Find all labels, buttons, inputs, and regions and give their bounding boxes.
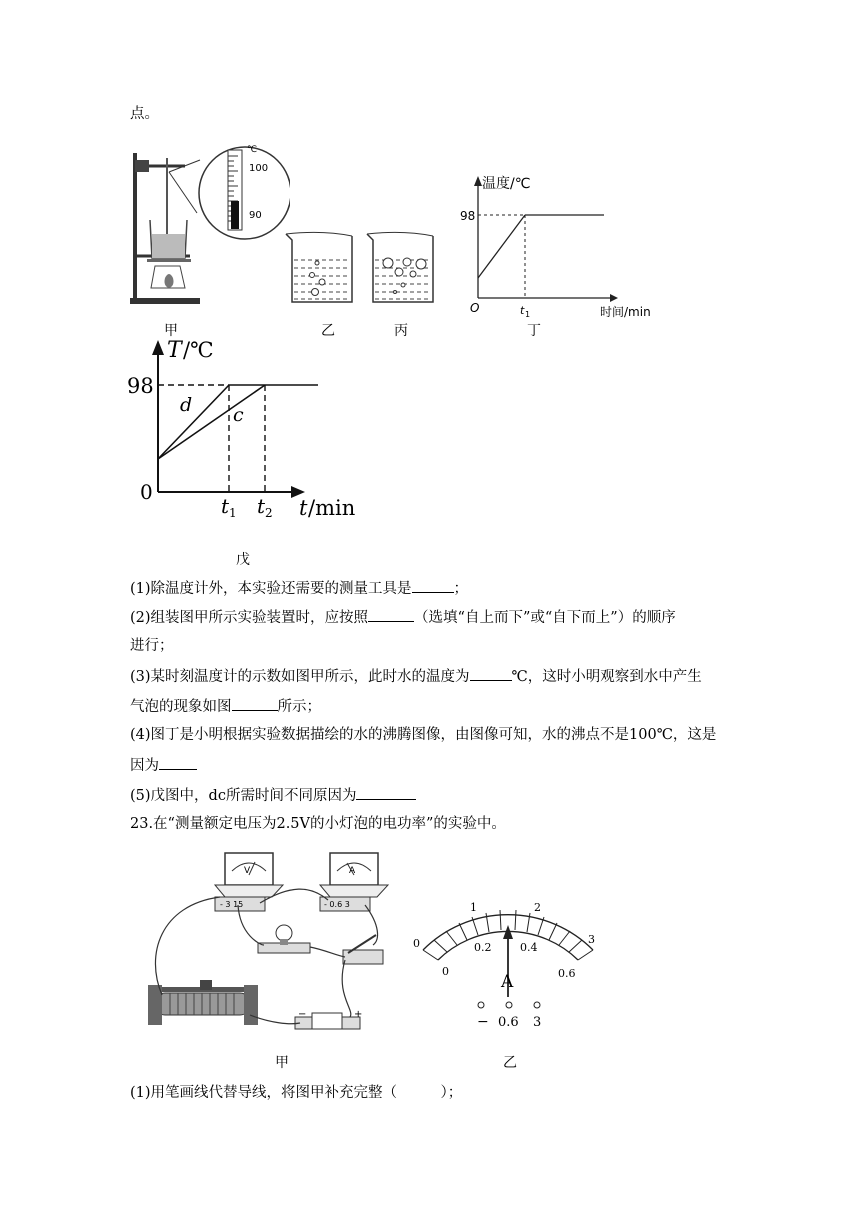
svg-text:−: −: [477, 1014, 489, 1030]
caption-yi-2: 乙: [503, 1055, 517, 1071]
answer-blank-2[interactable]: [368, 607, 414, 622]
caption-ding: 丁: [527, 323, 541, 339]
svg-text:t: t: [520, 304, 525, 317]
answer-blank-1[interactable]: [412, 578, 454, 593]
caption-bing: 丙: [394, 323, 408, 339]
svg-text:- 0.6 3: - 0.6 3: [324, 900, 350, 909]
svg-text:t: t: [221, 494, 230, 518]
svg-text:℃: ℃: [247, 145, 258, 155]
top-fragment: 点。: [130, 106, 159, 122]
svg-text:+: +: [354, 1009, 363, 1020]
caption-jia-2: 甲: [275, 1055, 289, 1071]
svg-text:V: V: [244, 866, 251, 876]
svg-text:1: 1: [525, 310, 531, 319]
svg-text:3: 3: [588, 933, 595, 946]
svg-text:c: c: [233, 404, 244, 426]
figure-bing-beaker: [363, 230, 443, 310]
q22-item-3-cont: 气泡的现象如图 所示；: [130, 696, 321, 717]
caption-yi-1: 乙: [321, 323, 335, 339]
svg-text:t: t: [299, 496, 308, 520]
q22-item-2-cont: 进行；: [130, 638, 174, 654]
answer-blank-5[interactable]: [159, 755, 197, 770]
q22-item-3: (3)某时刻温度计的示数如图甲所示，此时水的温度为 ℃，这时小明观察到水中产生: [130, 666, 702, 687]
q22-item-1: (1)除温度计外，本实验还需要的测量工具是 ；: [130, 578, 468, 599]
ding-ylabel: 温度/℃: [482, 176, 531, 192]
svg-text:90: 90: [249, 210, 262, 221]
caption-wu: 戊: [236, 552, 250, 568]
svg-text:0: 0: [140, 480, 153, 504]
svg-text:/℃: /℃: [183, 338, 214, 362]
svg-text:A: A: [501, 972, 514, 992]
figure-yi-beaker: [282, 230, 362, 310]
figure-circuit-jia: [140, 845, 400, 1045]
answer-blank-3[interactable]: [470, 666, 512, 681]
q22-item-4: (4)图丁是小明根据实验数据描绘的水的沸腾图像，由图像可知，水的沸点不是100℃，这是: [130, 727, 717, 743]
svg-text:1: 1: [229, 506, 237, 520]
svg-text:100: 100: [249, 163, 269, 174]
q22-item-4-cont: 因为: [130, 755, 197, 776]
svg-text:0.4: 0.4: [520, 941, 538, 954]
figure-wu-graph: [125, 335, 370, 520]
svg-text:0.6: 0.6: [558, 967, 576, 980]
answer-blank-6[interactable]: [356, 785, 416, 800]
q22-item-5: (5)戊图中，dc所需时间不同原因为: [130, 785, 416, 806]
q23-item-1: (1)用笔画线代替导线，将图甲补充完整（ ）；: [130, 1085, 463, 1101]
svg-text:T: T: [167, 338, 182, 363]
svg-text:0: 0: [442, 965, 449, 978]
svg-text:/min: /min: [308, 496, 356, 520]
svg-text:0.2: 0.2: [474, 941, 492, 954]
svg-text:A: A: [349, 866, 356, 876]
svg-text:2: 2: [534, 901, 541, 914]
q23-title: 23.在“测量额定电压为2.5V的小灯泡的电功率”的实验中。: [130, 816, 506, 832]
figure-ding-graph: [460, 170, 670, 320]
ding-xlabel: 时间/min: [600, 305, 651, 319]
svg-text:t: t: [257, 494, 266, 518]
svg-text:- 3 15: - 3 15: [220, 900, 244, 909]
caption-jia-1: 甲: [164, 323, 178, 339]
svg-text:0: 0: [413, 937, 420, 950]
svg-text:3: 3: [533, 1015, 542, 1030]
figure-ammeter-dial-yi: [408, 895, 608, 1030]
q22-item-2: (2)组装图甲所示实验装置时，应按照 （选填“自上而下”或“自下而上”）的顺序: [130, 607, 676, 628]
answer-blank-4[interactable]: [232, 696, 278, 711]
svg-text:d: d: [180, 394, 193, 416]
ding-ytick: 98: [460, 209, 476, 223]
svg-text:−: −: [298, 1009, 307, 1020]
svg-text:2: 2: [265, 506, 273, 520]
figure-jia-apparatus: [125, 138, 290, 313]
svg-text:O: O: [470, 301, 480, 315]
wu-ytick: 98: [127, 374, 154, 398]
svg-text:0.6: 0.6: [498, 1015, 519, 1030]
svg-text:1: 1: [470, 901, 477, 914]
